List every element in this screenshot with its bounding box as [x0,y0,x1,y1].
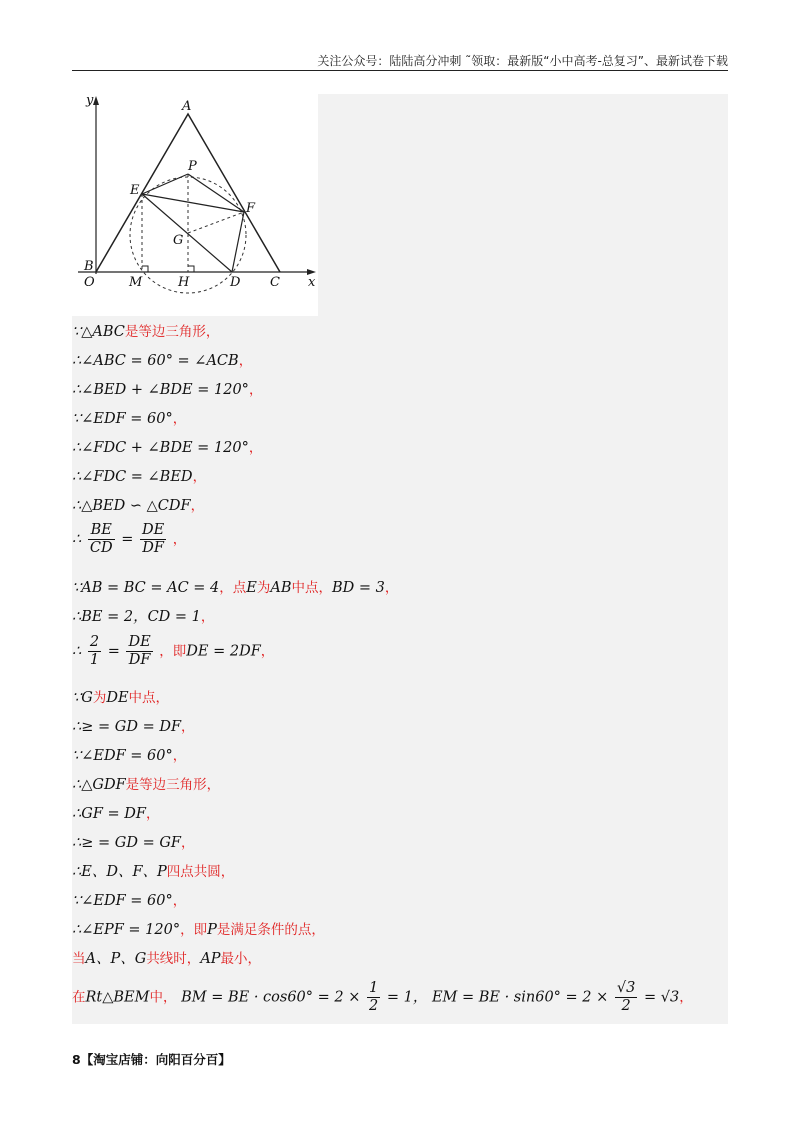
proof-line-22: 在Rt△BEM中， BM = BE · cos60° = 2 × $\frac{1}{2}$ = 1， EM = BE · sin60° = 2 × $\frac{√3}{2}$ = √3， [72,980,693,1014]
fraction-de-df: $\frac{DE}{DF}$ [141,522,165,556]
fraction-de-df-2: $\frac{DE}{DF}$ [128,634,151,668]
label-b: B [84,259,94,274]
fraction-be-cd: $\frac{BE}{CD}$ [89,522,113,556]
proof-line-8: ∴ $\frac{BE}{CD}$ = $\frac{DE}{DF}$ ， [72,522,187,556]
geometry-figure [72,88,322,300]
proof-line-9: ∵AB = BC = AC = 4，点E为AB中点，BD = 3， [72,580,399,596]
segment-ed [142,194,232,272]
segment-ep [142,174,188,194]
proof-line-21: 当A、P、G共线时，AP最小， [72,951,262,967]
proof-line-12: ∵G为DE中点， [72,690,170,706]
label-g: G [173,233,184,248]
proof-line-13: ∴≥ = GD = DF， [72,719,195,735]
fraction-sqrt3-2: $\frac{√3}{2}$ [616,980,636,1014]
label-c: C [270,275,280,290]
answer-shade-top [318,94,728,316]
page-footer: 8【淘宝店铺：向阳百分百】 [72,1052,231,1067]
label-f: F [246,201,256,216]
fraction-1-2: $\frac{1}{2}$ [369,980,379,1014]
proof-line-2: ∴∠ABC = 60° = ∠ACB， [72,353,253,369]
label-a: A [182,99,192,114]
proof-line-15: ∴△GDF是等边三角形， [72,777,221,793]
proof-line-14: ∵∠EDF = 60°， [72,748,187,764]
right-angle-h [188,266,194,272]
proof-line-20: ∴∠EPF = 120°，即P是满足条件的点， [72,922,325,938]
page-header: 关注公众号：陆陆高分冲刺 ˜领取：最新版“小中高考-总复习”、最新试卷下载 [317,54,728,68]
segment-pf [188,174,244,212]
label-m: M [129,275,143,290]
label-p: P [188,159,197,174]
proof-line-3: ∴∠BED + ∠BDE = 120°， [72,382,263,398]
y-axis-arrow [93,96,99,105]
segment-df [232,212,244,272]
fraction-2-1: $\frac{2}{1}$ [89,634,100,668]
label-e: E [130,183,140,198]
label-o: O [84,275,95,290]
figure-svg [72,88,322,300]
proof-line-18: ∴E、D、F、P四点共圆， [72,864,235,880]
label-d: D [230,275,241,290]
segment-ef [142,194,244,212]
right-angle-m [142,266,148,272]
proof-line-7: ∴△BED ∽ △CDF， [72,498,205,514]
label-x: x [308,275,316,290]
proof-line-1: ∵△ABC是等边三角形， [72,324,220,340]
proof-line-5: ∴∠FDC + ∠BDE = 120°， [72,440,263,456]
proof-line-16: ∴GF = DF， [72,806,160,822]
label-y: y [86,93,94,108]
header-rule [72,70,728,71]
label-h: H [178,275,190,290]
proof-line-11: ∴ $\frac{2}{1}$ = $\frac{DE}{DF}$ ，即DE = 2DF， [72,634,275,668]
proof-line-4: ∵∠EDF = 60°， [72,411,187,427]
proof-line-10: ∴BE = 2，CD = 1， [72,609,215,625]
proof-line-17: ∴≥ = GD = GF， [72,835,195,851]
proof-line-6: ∴∠FDC = ∠BED， [72,469,207,485]
proof-line-19: ∵∠EDF = 60°， [72,893,187,909]
dashed-gf [188,212,244,233]
